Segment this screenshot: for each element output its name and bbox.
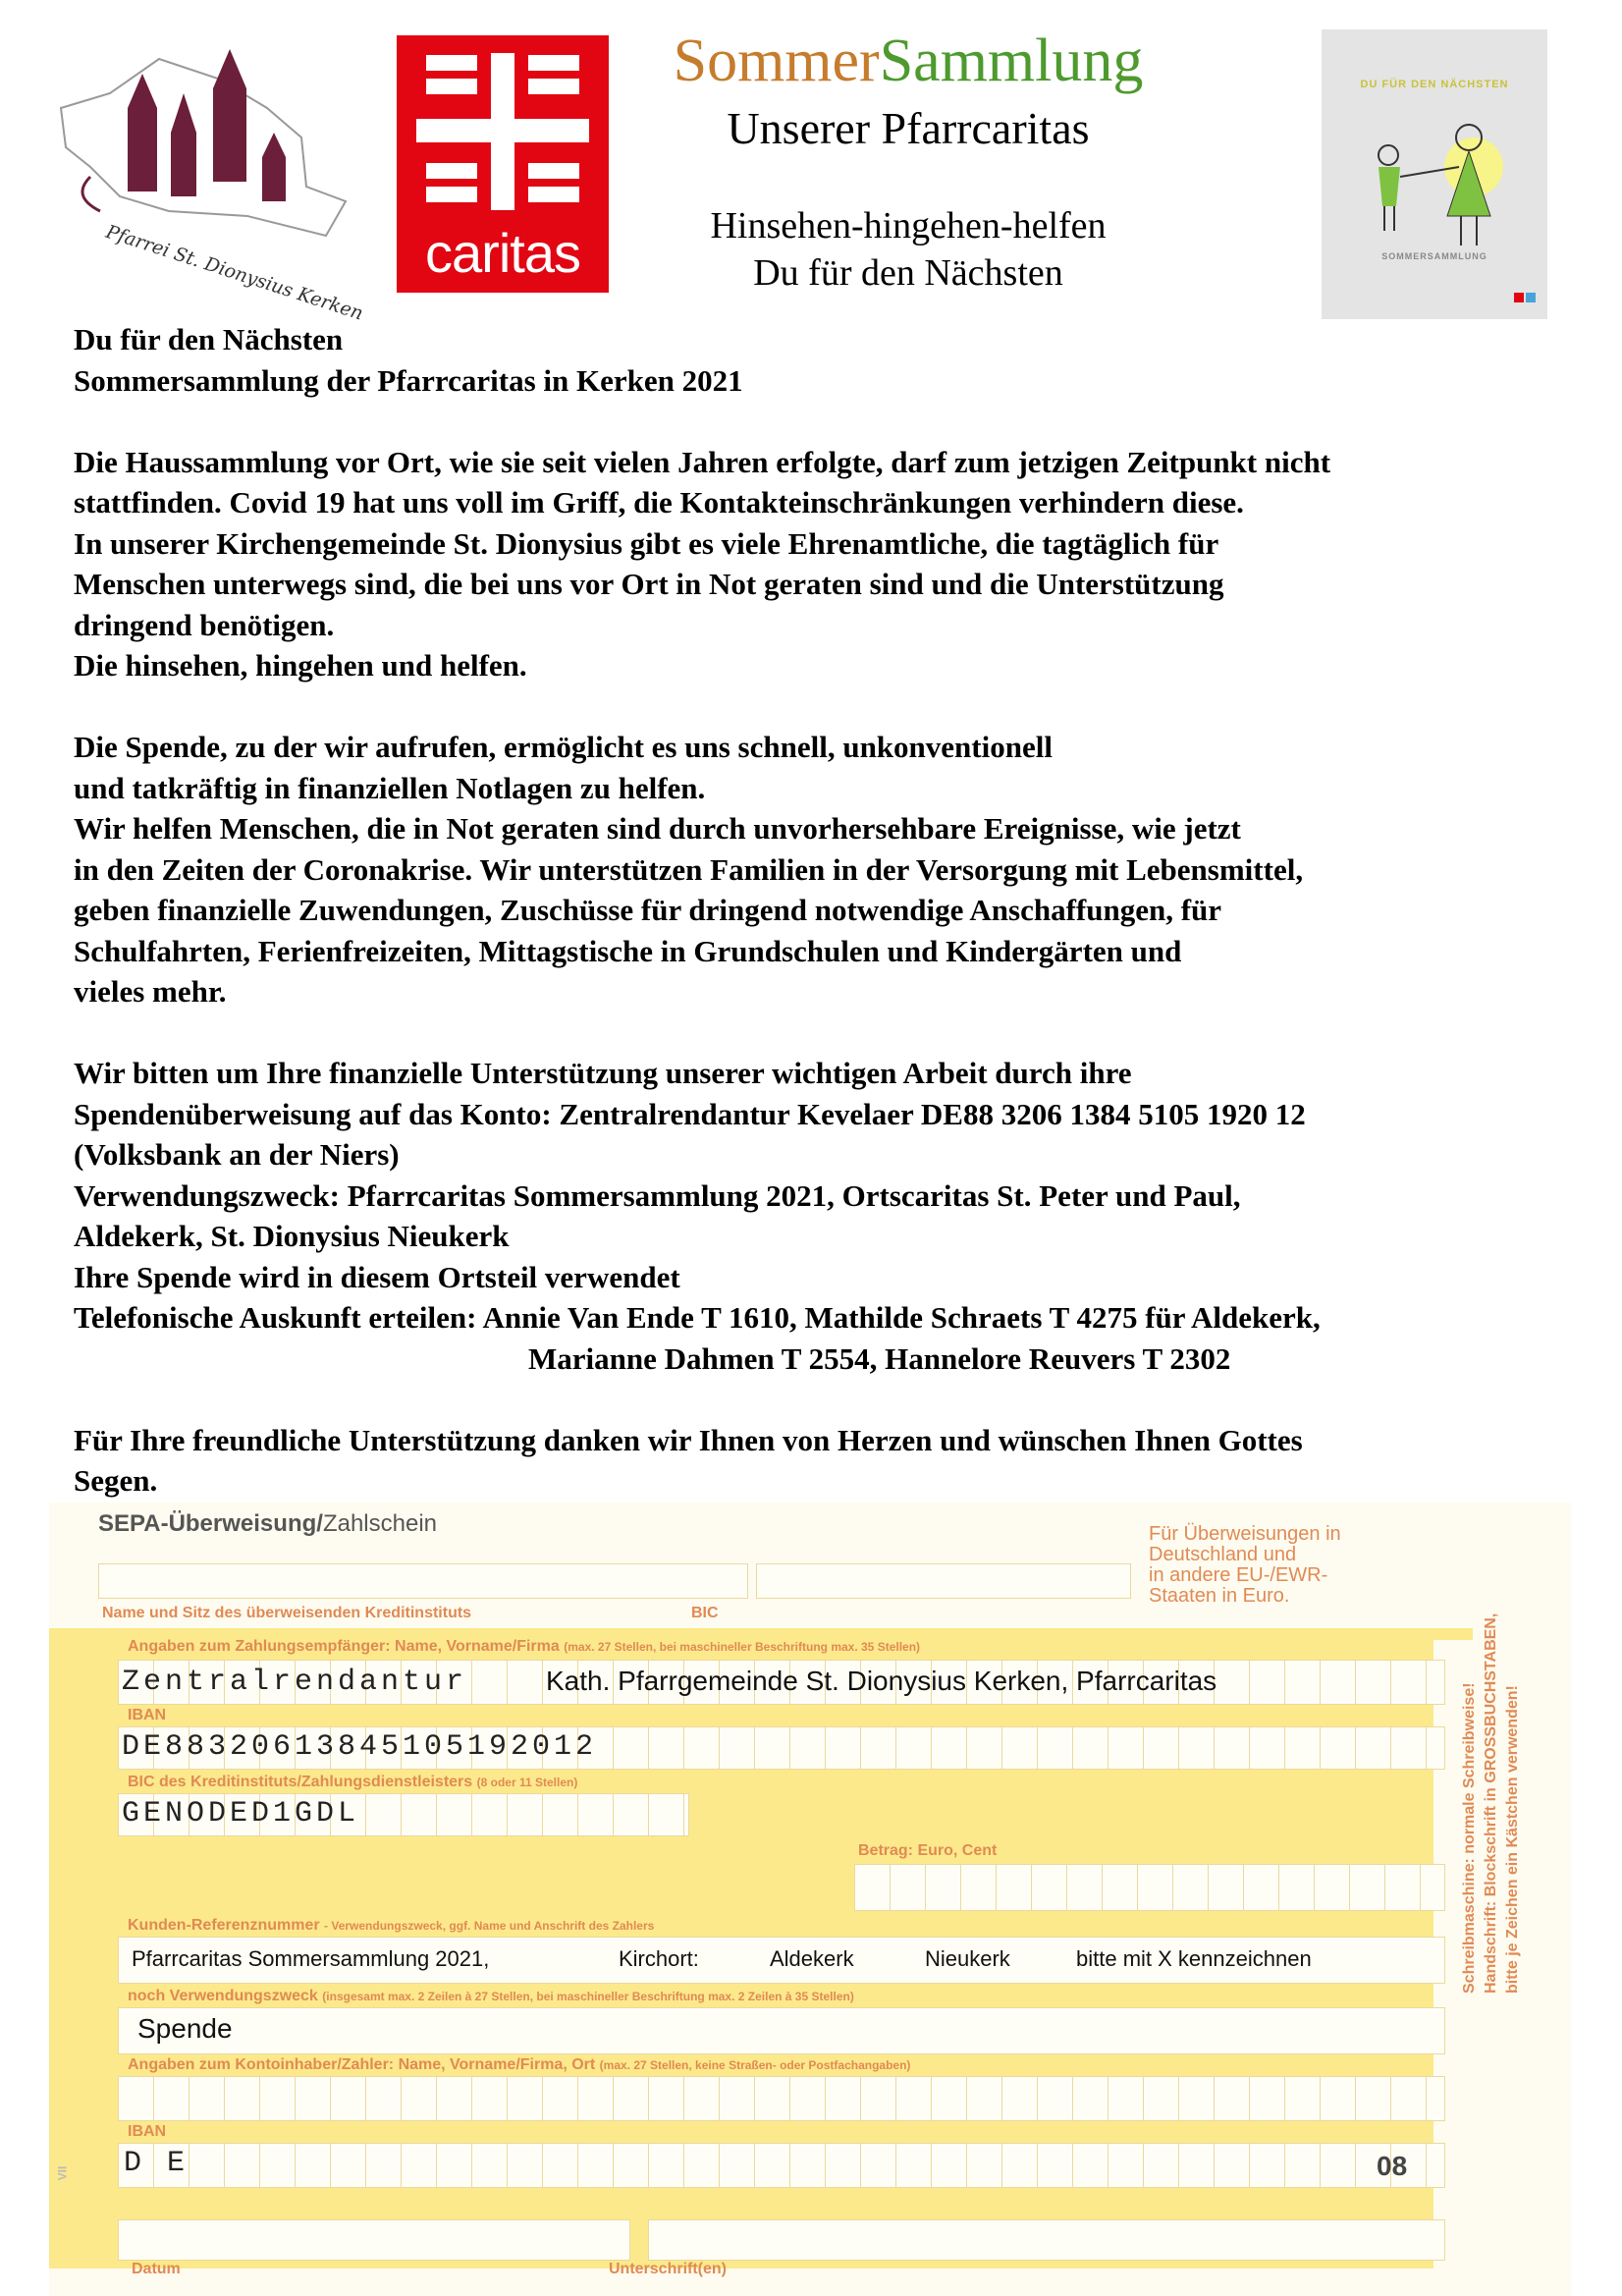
date-label: Datum: [132, 2261, 181, 2277]
recipient-label-text: Angaben zum Zahlungsempfänger: Name, Vorname/Firma: [128, 1638, 560, 1655]
letter-line: Menschen unterwegs sind, die bei uns vor Ort in Not geraten sind und die Unterstützung: [74, 567, 1224, 601]
payer-label-hint: (max. 27 Stellen, keine Straßen- oder Postfachangaben): [599, 2058, 911, 2072]
sepa-transfer-form: [49, 1503, 1571, 2296]
poster-top-text: DU FÜR DEN NÄCHSTEN: [1360, 79, 1509, 90]
letter-closing: Segen.: [74, 1463, 158, 1498]
letter-line: In unserer Kirchengemeinde St. Dionysius gibt es viele Ehrenamtliche, die tagtäglich für: [74, 525, 1219, 561]
letter-heading-1: Du für den Nächsten: [74, 322, 344, 356]
letter-line: und tatkräftig in finanziellen Notlagen zu helfen.: [74, 770, 706, 805]
letter-line: Ihre Spende wird in diesem Ortsteil verwendet: [74, 1259, 680, 1294]
letter-line: stattfinden. Covid 19 hat uns voll im Griff, die Kontakteinschränkungen verhindern diese.: [74, 485, 1244, 519]
campaign-poster: [1322, 29, 1547, 319]
recipient-printed-value: Kath. Pfarrgemeinde St. Dionysius Kerken, Pfarrcaritas: [546, 1666, 1217, 1696]
iban-value: DE88320613845105192012: [122, 1730, 598, 1764]
letter-line: Die Spende, zu der wir aufrufen, ermöglicht es uns schnell, unkonventionell: [74, 730, 1053, 764]
iban-label: IBAN: [128, 1707, 167, 1723]
motto-line-1: Hinsehen-hingehen-helfen: [710, 205, 1107, 246]
date-field[interactable]: [118, 2219, 630, 2261]
instruction-line: Schreibmaschine: normale Schreibweise!: [1461, 1682, 1478, 1994]
motto-line-2: Du für den Nächsten: [753, 252, 1063, 294]
bic-label-text: BIC des Kreditinstituts/Zahlungsdienstleisters: [128, 1774, 473, 1790]
bank-name-field[interactable]: [98, 1563, 748, 1599]
reference-value-4: Nieukerk: [925, 1946, 1010, 1971]
letter-line: Verwendungszweck: Pfarrcaritas Sommersammlung 2021, Ortscaritas St. Peter und Paul,: [74, 1177, 1241, 1213]
parish-churches-icon: [51, 39, 355, 270]
letter-line: geben finanzielle Zuwendungen, Zuschüsse für dringend notwendige Anschaffungen, für: [74, 893, 1222, 927]
caritas-wordmark: caritas: [425, 222, 580, 284]
recipient-label: [128, 1638, 920, 1656]
title-part-sommer: Sommer: [673, 27, 880, 94]
letter-line: Spendenüberweisung auf das Konto: Zentralrendantur Kevelaer DE88 3206 1384 5105 1920 12: [74, 1096, 1306, 1131]
letter-line: Wir helfen Menschen, die in Not geraten sind durch unvorhersehbare Ereignisse, wie jetzt: [74, 811, 1241, 846]
bic-value: GENODED1GDL: [122, 1797, 360, 1831]
payer-label-text: Angaben zum Kontoinhaber/Zahler: Name, Vorname/Firma, Ort: [128, 2056, 596, 2073]
sepa-note-line: Deutschland und: [1149, 1544, 1297, 1565]
letter-body: [74, 319, 1576, 1502]
handwriting-instructions: [1459, 1613, 1524, 1994]
sepa-title-normal: Zahlschein: [322, 1510, 437, 1537]
reference-value-2: Kirchort:: [619, 1946, 699, 1971]
sepa-note-line: Für Überweisungen in: [1149, 1523, 1341, 1545]
instruction-line: Handschrift: Blockschrift in GROSSBUCHSTABEN,: [1483, 1613, 1499, 1994]
form-code: 08: [1377, 2151, 1408, 2181]
payer-iban-field[interactable]: [118, 2143, 1445, 2188]
page-subtitle: Unserer Pfarrcaritas: [727, 103, 1090, 153]
letter-line: Telefonische Auskunft erteilen: Annie Van Ende T 1610, Mathilde Schraets T 4275 für Aldekerk,: [74, 1300, 1321, 1335]
sepa-note-line: Staaten in Euro.: [1149, 1585, 1290, 1607]
bank-bic-field[interactable]: [756, 1563, 1131, 1599]
purpose2-label-hint: (insgesamt max. 2 Zeilen à 27 Stellen, bei maschineller Beschriftung max. 2 Zeilen à 35 Stellen): [322, 1990, 854, 2003]
bic-top-label: BIC: [691, 1605, 719, 1621]
letter-closing: Für Ihre freundliche Unterstützung danken wir Ihnen von Herzen und wünschen Ihnen Gottes: [74, 1422, 1303, 1457]
bic-label: [128, 1774, 577, 1791]
title-part-sammlung: Sammlung: [879, 27, 1144, 94]
letter-line: Die hinsehen, hingehen und helfen.: [74, 648, 527, 683]
sepa-eu-note: [1149, 1524, 1341, 1607]
recipient-typed-value: Zentralrendantur: [122, 1666, 468, 1699]
letter-line: Schulfahrten, Ferienfreizeiten, Mittagstische in Grundschulen und Kindergärten und: [74, 933, 1182, 968]
letter-line: in den Zeiten der Coronakrise. Wir unterstützen Familien in der Versorgung mit Lebensmittel,: [74, 851, 1304, 887]
letter-line-indented: Marianne Dahmen T 2554, Hannelore Reuvers T 2302: [528, 1340, 1231, 1376]
children-figures-icon: [1322, 29, 1547, 319]
page-title: [550, 27, 1267, 94]
purpose2-value: Spende: [137, 2013, 233, 2044]
bic-label-hint: (8 oder 11 Stellen): [476, 1776, 578, 1789]
signature-field[interactable]: [648, 2219, 1445, 2261]
reference-value-1: Pfarrcaritas Sommersammlung 2021,: [132, 1946, 490, 1971]
letter-line: Aldekerk, St. Dionysius Nieukerk: [74, 1219, 510, 1253]
poster-bottom-text: SOMMERSAMMLUNG: [1381, 251, 1487, 261]
parish-logo: [51, 39, 366, 325]
reference-label: [128, 1917, 654, 1935]
reference-value-3: Aldekerk: [770, 1946, 854, 1971]
recipient-label-hint: (max. 27 Stellen, bei maschineller Beschriftung max. 35 Stellen): [564, 1640, 921, 1654]
purpose2-label-text: noch Verwendungszweck: [128, 1988, 318, 2004]
amount-field[interactable]: [854, 1864, 1445, 1911]
sepa-note-line: in andere EU-/EWR-: [1149, 1564, 1328, 1586]
purpose2-field[interactable]: [118, 2007, 1445, 2054]
reference-label-text: Kunden-Referenznummer: [128, 1917, 320, 1934]
reference-label-hint: - Verwendungszweck, ggf. Name und Anschrift des Zahlers: [324, 1919, 655, 1933]
letter-heading-2: Sommersammlung der Pfarrcaritas in Kerken 2021: [74, 362, 743, 398]
letter-line: dringend benötigen.: [74, 607, 335, 642]
reference-value-5: bitte mit X kennzeichnen: [1076, 1946, 1312, 1971]
parish-logo-text: Pfarrei St. Dionysius Kerken: [103, 221, 366, 325]
bank-label: Name und Sitz des überweisenden Kreditinstituts: [102, 1605, 472, 1621]
sepa-title-bold: SEPA-Überweisung/: [98, 1510, 323, 1537]
payer-label: [128, 2056, 910, 2074]
side-code: VII: [55, 2165, 70, 2181]
signature-label: Unterschrift(en): [609, 2261, 728, 2277]
letter-line: (Volksbank an der Niers): [74, 1137, 400, 1172]
payer-iban-prefix: D E: [124, 2147, 189, 2180]
letter-line: Wir bitten um Ihre finanzielle Unterstützung unserer wichtigen Arbeit durch ihre: [74, 1056, 1132, 1090]
letter-line: vieles mehr.: [74, 974, 227, 1009]
payer-iban-label: IBAN: [128, 2123, 167, 2140]
payer-field[interactable]: [118, 2076, 1445, 2121]
sepa-form-title: [98, 1510, 437, 1538]
amount-label: Betrag: Euro, Cent: [858, 1842, 998, 1859]
instruction-line: bitte je Zeichen ein Kästchen verwenden!: [1504, 1685, 1521, 1994]
purpose2-label: [128, 1988, 854, 2005]
letter-line: Die Haussammlung vor Ort, wie sie seit vielen Jahren erfolgte, darf zum jetzigen Zeitpunkt nicht: [74, 444, 1331, 479]
